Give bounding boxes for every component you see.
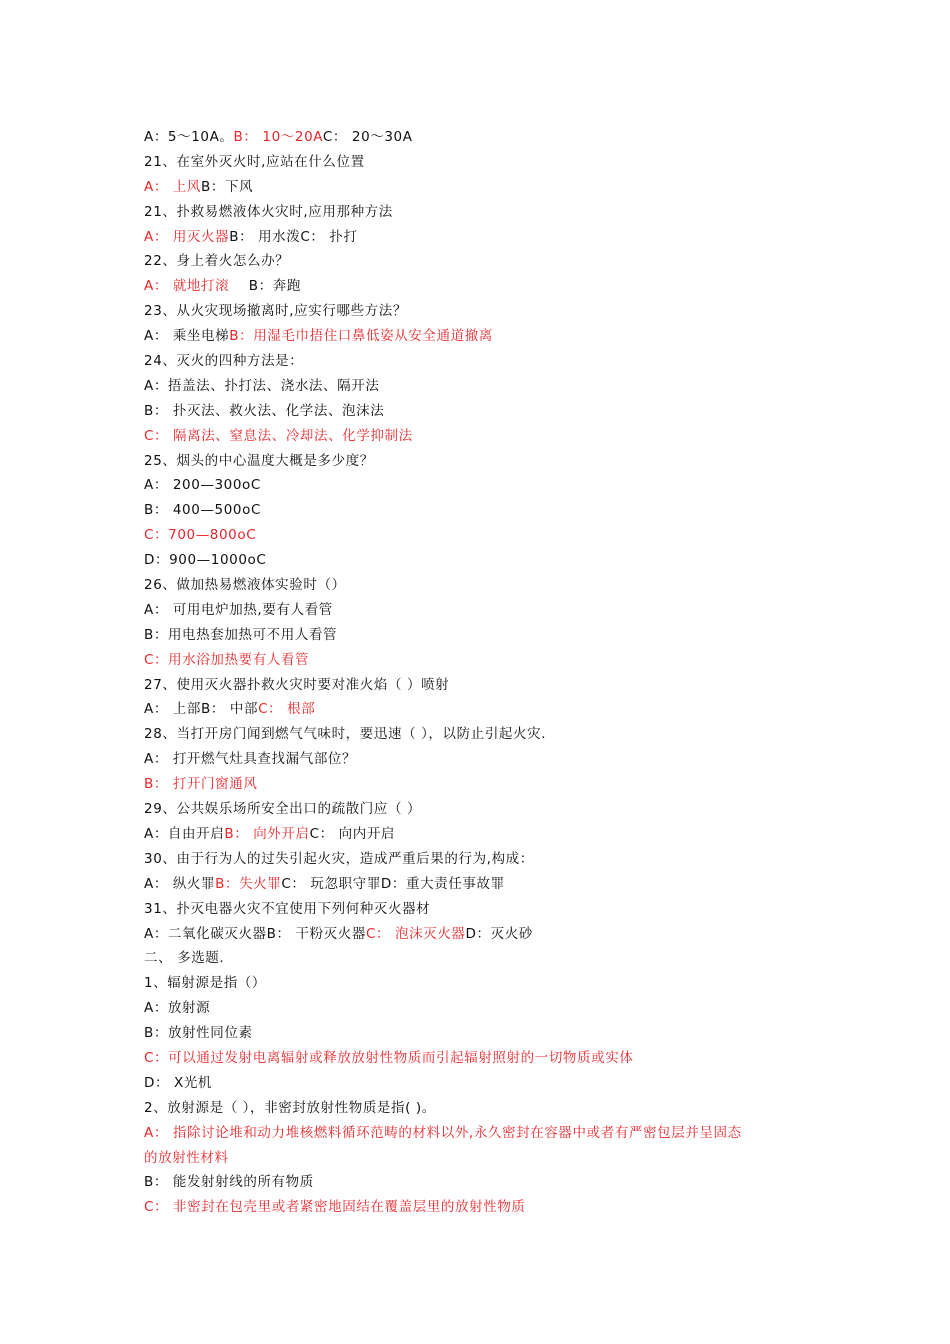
text-line bbox=[144, 598, 824, 623]
text-line bbox=[144, 722, 824, 747]
text-line bbox=[144, 274, 824, 299]
text-line bbox=[144, 822, 824, 847]
text-line bbox=[144, 1146, 824, 1171]
question-text: A： 打开燃气灶具查找漏气部位？ bbox=[144, 751, 357, 768]
question-text: B：下风 bbox=[201, 178, 254, 195]
text-line bbox=[144, 697, 824, 722]
text-line bbox=[144, 772, 824, 797]
text-line bbox=[144, 548, 824, 573]
text-line bbox=[144, 150, 824, 175]
text-line bbox=[144, 1046, 824, 1071]
question-text: C： 向内开启 bbox=[309, 825, 396, 842]
question-text: 22、身上着火怎么办？ bbox=[144, 253, 290, 270]
question-text: 30、由于行为人的过失引起火灾，造成严重后果的行为,构成： bbox=[144, 850, 534, 867]
question-text: B： 能发射射线的所有物质 bbox=[144, 1174, 314, 1191]
text-line bbox=[144, 623, 824, 648]
question-text: C： 20～30A bbox=[322, 129, 413, 145]
question-text: B：放射性同位素 bbox=[144, 1025, 253, 1042]
question-text: D：灭火砂 bbox=[465, 925, 533, 942]
question-text: A： 纵火罪 bbox=[144, 875, 216, 892]
text-line bbox=[144, 897, 824, 922]
text-line bbox=[144, 349, 824, 374]
text-line bbox=[144, 996, 824, 1021]
question-text: D： X光机 bbox=[144, 1074, 213, 1091]
question-text: B：奔跑 bbox=[229, 278, 301, 295]
question-text: A： 200—300oC bbox=[144, 477, 261, 494]
text-line bbox=[144, 946, 824, 971]
question-text: A：放射源 bbox=[144, 1000, 211, 1017]
question-text: 25、烟头的中心温度大概是多少度？ bbox=[144, 452, 374, 469]
text-line bbox=[144, 473, 824, 498]
question-text: B： 400—500oC bbox=[144, 502, 261, 519]
text-line bbox=[144, 797, 824, 822]
text-line bbox=[144, 1170, 824, 1195]
question-text: 21、扑救易燃液体火灾时,应用那种方法 bbox=[144, 203, 393, 220]
text-line bbox=[144, 922, 824, 947]
question-text: A：5～10A。 bbox=[144, 129, 234, 145]
question-text: A：捂盖法、扑打法、浇水法、隔开法 bbox=[144, 377, 380, 394]
text-line bbox=[144, 971, 824, 996]
question-text: A：自由开启 bbox=[144, 825, 225, 842]
text-line bbox=[144, 175, 824, 200]
text-line bbox=[144, 1121, 824, 1146]
question-text: A： 乘坐电梯 bbox=[144, 328, 230, 345]
text-line bbox=[144, 225, 824, 250]
text-line bbox=[144, 424, 824, 449]
question-text: B： 用水泼C： 扑打 bbox=[229, 228, 358, 245]
question-text: A：二氧化碳灭火器B： 干粉灭火器 bbox=[144, 925, 366, 942]
answer-text: B：失火罪 bbox=[215, 875, 282, 892]
text-line bbox=[144, 498, 824, 523]
question-text: 1、辐射源是指（） bbox=[144, 975, 266, 992]
answer-text: C：用水浴加热要有人看管 bbox=[144, 651, 310, 668]
text-line bbox=[144, 847, 824, 872]
question-text: A： 上部B： 中部 bbox=[144, 701, 259, 718]
text-line bbox=[144, 673, 824, 698]
answer-text: C： 根部 bbox=[258, 701, 316, 718]
text-line bbox=[144, 1096, 824, 1121]
text-line bbox=[144, 648, 824, 673]
answer-text: C：可以通过发射电离辐射或释放放射性物质而引起辐射照射的一切物质或实体 bbox=[144, 1049, 634, 1066]
question-text: D：900—1000oC bbox=[144, 552, 267, 569]
question-text: 31、扑灭电器火灾不宜使用下列何种灭火器材 bbox=[144, 900, 431, 917]
text-line bbox=[144, 374, 824, 399]
text-line bbox=[144, 324, 824, 349]
text-line bbox=[144, 523, 824, 548]
question-text: 23、从火灾现场撤离时,应实行哪些方法？ bbox=[144, 303, 407, 320]
question-text: 28、当打开房门闻到燃气气味时，要迅速（ ），以防止引起火灾. bbox=[144, 726, 547, 743]
answer-text: C： 隔离法、窒息法、冷却法、化学抑制法 bbox=[144, 427, 413, 444]
text-line bbox=[144, 449, 824, 474]
text-line bbox=[144, 399, 824, 424]
answer-text: B： 向外开启 bbox=[224, 825, 310, 842]
question-text: A： 可用电炉加热,要有人看管 bbox=[144, 601, 333, 618]
text-line bbox=[144, 1071, 824, 1096]
text-line bbox=[144, 299, 824, 324]
text-line bbox=[144, 872, 824, 897]
question-text: C： 玩忽职守罪D：重大责任事故罪 bbox=[281, 875, 505, 892]
answer-text: 的放射性材料 bbox=[144, 1149, 229, 1166]
text-line bbox=[144, 747, 824, 772]
answer-text: B： 打开门窗通风 bbox=[144, 776, 258, 793]
question-text: B：用电热套加热可不用人看管 bbox=[144, 626, 338, 643]
text-line bbox=[144, 200, 824, 225]
answer-text: B：用湿毛巾捂住口鼻低姿从安全通道撤离 bbox=[229, 328, 493, 345]
question-text: 二、 多选题. bbox=[144, 950, 225, 967]
text-line bbox=[144, 573, 824, 598]
question-text: 29、公共娱乐场所安全出口的疏散门应（ ） bbox=[144, 801, 422, 818]
answer-text: A： 就地打滚 bbox=[144, 278, 230, 295]
text-line bbox=[144, 249, 824, 274]
answer-text: A： 指除讨论堆和动力堆核燃料循环范畴的材料以外,永久密封在容器中或者有严密包层并呈固态 bbox=[144, 1124, 742, 1141]
question-text: 24、灭火的四种方法是： bbox=[144, 353, 304, 370]
question-text: 27、使用灭火器扑救火灾时要对准火焰（ ）喷射 bbox=[144, 676, 450, 693]
question-text: 26、做加热易燃液体实验时（） bbox=[144, 577, 346, 594]
answer-text: C： 泡沫灭火器 bbox=[366, 925, 466, 942]
answer-text: A： 用灭火器 bbox=[144, 228, 230, 245]
question-text: 2、放射源是（ ），非密封放射性物质是指( )。 bbox=[144, 1099, 436, 1116]
text-line bbox=[144, 1021, 824, 1046]
answer-text: C：700—800oC bbox=[144, 527, 257, 544]
document-body bbox=[144, 125, 824, 1220]
answer-text: A： 上风 bbox=[144, 178, 202, 195]
answer-text: B： 10～20A bbox=[233, 129, 323, 145]
answer-text: C： 非密封在包壳里或者紧密地固结在覆盖层里的放射性物质 bbox=[144, 1199, 526, 1216]
question-text: B： 扑灭法、救火法、化学法、泡沫法 bbox=[144, 402, 385, 419]
text-line bbox=[144, 125, 824, 150]
question-text: 21、在室外灭火时,应站在什么位置 bbox=[144, 153, 365, 170]
text-line bbox=[144, 1195, 824, 1220]
